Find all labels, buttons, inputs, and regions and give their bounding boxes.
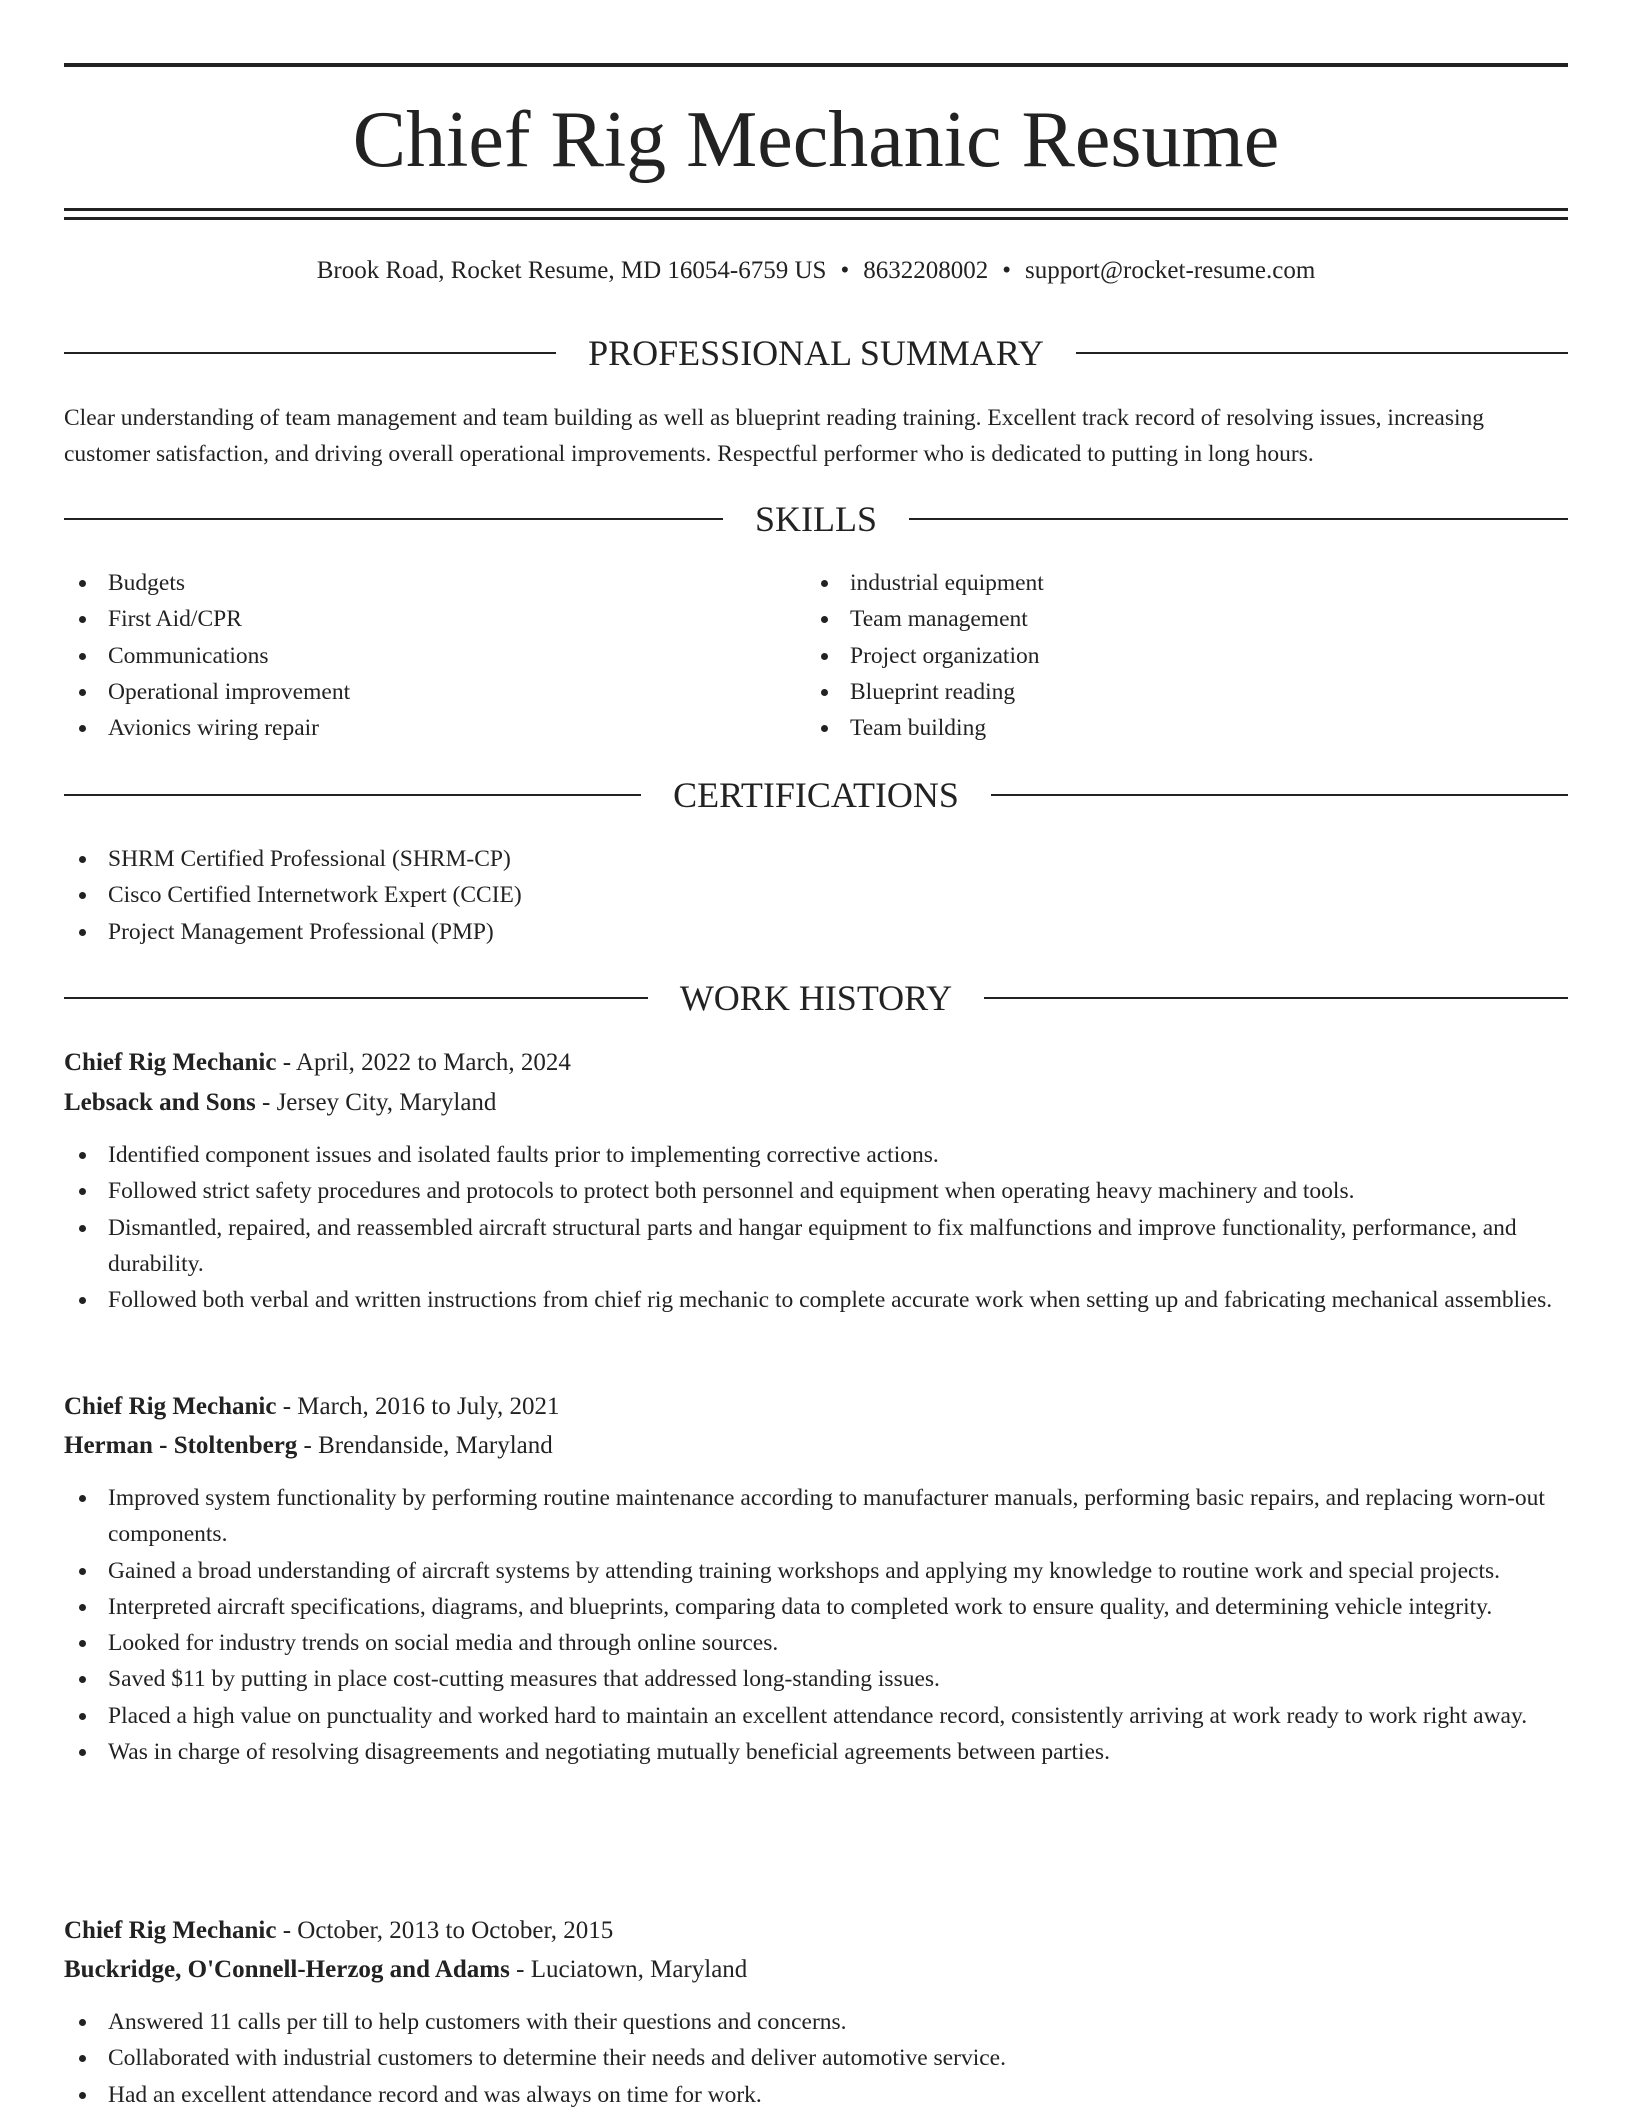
skill-item: Blueprint reading: [806, 674, 1506, 710]
job-bullet: Looked for industry trends on social media and through online sources.: [64, 1625, 1568, 1661]
summary-text: Clear understanding of team management and team building as well as blueprint reading training. Excellent track record of resolving issues, increasing customer satisfaction, and driving overall operational improvements. Respectful performer who is dedicated to putting in long hours.: [64, 405, 1484, 467]
job-bullet: Gained a broad understanding of aircraft systems by attending training workshops and applying my knowledge to routine work and special projects.: [64, 1553, 1568, 1589]
certifications-list: [64, 841, 1264, 950]
skill-item: Budgets: [64, 565, 764, 601]
skill-item: Team building: [806, 710, 1506, 746]
job-dates: - October, 2013 to October, 2015: [276, 1917, 614, 1944]
section-title-skills: SKILLS: [755, 499, 878, 539]
job-bullet: Followed both verbal and written instructions from chief rig mechanic to complete accurate work when setting up and fabricating mechanical assemblies.: [64, 1282, 1568, 1318]
job-bullet: Had an excellent attendance record and was always on time for work.: [64, 2077, 1568, 2113]
top-rule: [64, 63, 1568, 67]
job-dates: - March, 2016 to July, 2021: [276, 1393, 560, 1420]
section-header-certifications: [64, 773, 1568, 817]
contact-address: Brook Road, Rocket Resume, MD 16054-6759 US: [316, 257, 827, 284]
skill-item: Operational improvement: [64, 674, 764, 710]
job-bullet: Answered 11 calls per till to help customers with their questions and concerns.: [64, 2004, 1568, 2040]
job-bullets: [64, 1137, 1568, 1318]
job-company: Buckridge, O'Connell-Herzog and Adams: [64, 1956, 510, 1983]
skills-list-right: [806, 565, 1506, 746]
contact-separator: •: [1002, 257, 1011, 284]
job-bullet: Dismantled, repaired, and reassembled aircraft structural parts and hangar equipment to fix malfunctions and improve functionality, performance, and durability.: [64, 1210, 1568, 1283]
section-rule: [1076, 352, 1568, 354]
job-title-line: [64, 1914, 1568, 1948]
certification-item: Cisco Certified Internetwork Expert (CCIE): [64, 877, 1264, 913]
job-bullet: Interpreted aircraft specifications, diagrams, and blueprints, comparing data to completed work to ensure quality, and determining vehicle integrity.: [64, 1589, 1568, 1625]
certification-item: Project Management Professional (PMP): [64, 914, 1264, 950]
section-rule: [64, 794, 641, 796]
job-title: Chief Rig Mechanic: [64, 1393, 277, 1420]
skill-item: industrial equipment: [806, 565, 1506, 601]
skill-item: Project organization: [806, 638, 1506, 674]
title-double-rule: [64, 208, 1568, 220]
job-title: Chief Rig Mechanic: [64, 1917, 277, 1944]
job-company-line: [64, 1953, 1568, 1987]
contact-email: support@rocket-resume.com: [1024, 257, 1316, 284]
section-header-work-history: [64, 976, 1568, 1020]
job-location: - Brendanside, Maryland: [297, 1432, 553, 1459]
job-location: - Luciatown, Maryland: [509, 1956, 748, 1983]
job-bullet: Was in charge of resolving disagreements and negotiating mutually beneficial agreements between parties.: [64, 1734, 1568, 1770]
section-rule: [64, 352, 556, 354]
skills-list-left: [64, 565, 764, 746]
skill-item: Team management: [806, 601, 1506, 637]
job-bullet: Improved system functionality by performing routine maintenance according to manufacturer manuals, performing basic repairs, and replacing worn-out components.: [64, 1480, 1568, 1553]
section-rule: [64, 518, 723, 520]
section-header-skills: [64, 497, 1568, 541]
section-rule: [991, 794, 1568, 796]
section-title-summary: PROFESSIONAL SUMMARY: [588, 333, 1044, 373]
job-bullet: Saved $11 by putting in place cost-cutting measures that addressed long-standing issues.: [64, 1661, 1568, 1697]
job-bullet: Placed a high value on punctuality and worked hard to maintain an excellent attendance record, consistently arriving at work ready to work right away.: [64, 1698, 1568, 1734]
job-dates: - April, 2022 to March, 2024: [276, 1049, 571, 1076]
job-title-line: [64, 1390, 1568, 1424]
job-title-line: [64, 1046, 1568, 1080]
job-company-line: [64, 1086, 1568, 1120]
section-header-summary: [64, 331, 1568, 375]
section-title-work-history: WORK HISTORY: [679, 978, 953, 1018]
job-location: - Jersey City, Maryland: [255, 1089, 497, 1116]
contact-line: [64, 254, 1568, 288]
job-company-line: [64, 1429, 1568, 1463]
job-bullet: Identified component issues and isolated faults prior to implementing corrective actions.: [64, 1137, 1568, 1173]
skill-item: Avionics wiring repair: [64, 710, 764, 746]
contact-phone: 8632208002: [863, 257, 989, 284]
section-rule: [984, 997, 1568, 999]
section-rule: [64, 997, 648, 999]
job-company: Herman - Stoltenberg: [64, 1432, 298, 1459]
certification-item: SHRM Certified Professional (SHRM-CP): [64, 841, 1264, 877]
contact-separator: •: [840, 257, 850, 284]
job-bullet: Followed strict safety procedures and protocols to protect both personnel and equipment when operating heavy machinery and tools.: [64, 1173, 1568, 1209]
job-bullet: Collaborated with industrial customers to determine their needs and deliver automotive service.: [64, 2040, 1568, 2076]
resume-title: Chief Rig Mechanic Resume: [352, 96, 1280, 184]
section-rule: [909, 518, 1568, 520]
job-bullets: [64, 1480, 1568, 1770]
skill-item: Communications: [64, 638, 764, 674]
job-title: Chief Rig Mechanic: [64, 1049, 277, 1076]
skill-item: First Aid/CPR: [64, 601, 764, 637]
job-bullets: [64, 2004, 1568, 2113]
job-company: Lebsack and Sons: [64, 1089, 256, 1116]
section-title-certifications: CERTIFICATIONS: [673, 775, 959, 815]
